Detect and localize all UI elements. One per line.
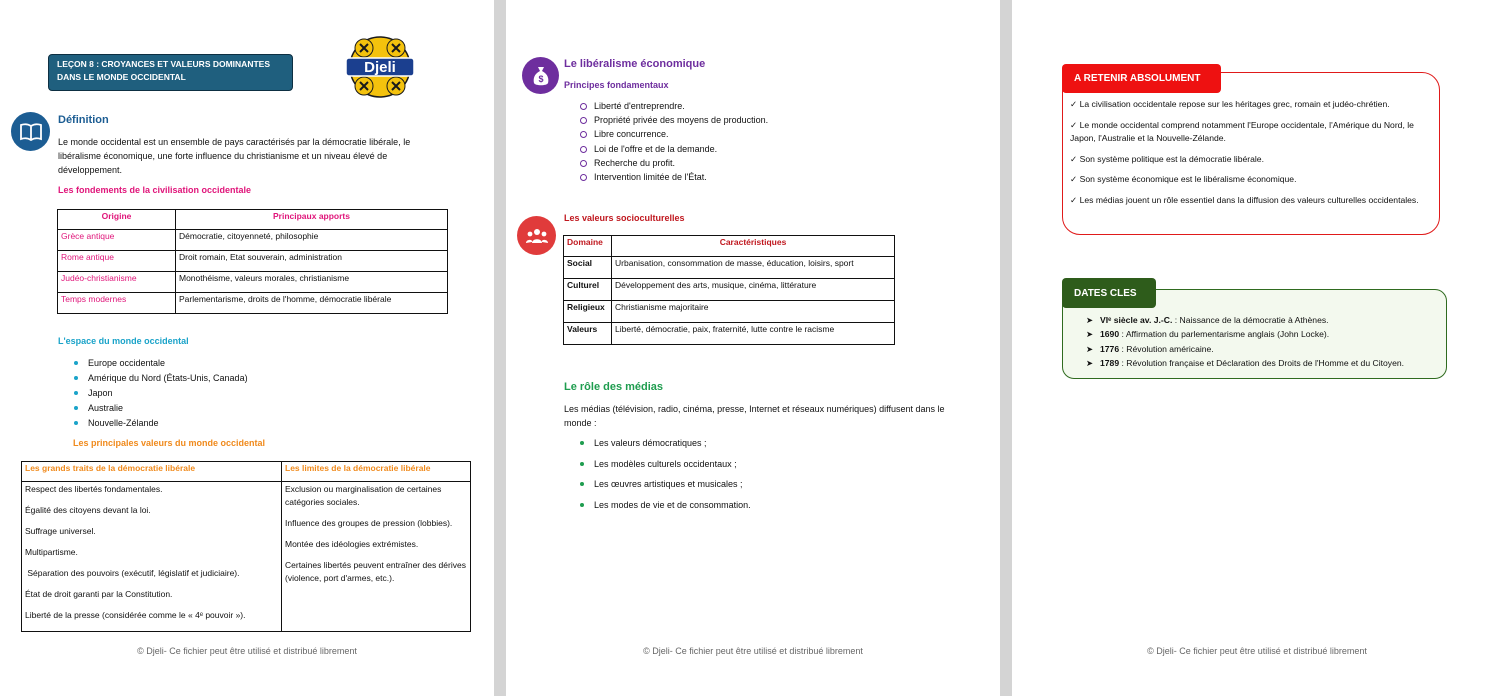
democratie-table: [21, 461, 471, 632]
retenir-title: A RETENIR ABSOLUMENT: [1062, 64, 1221, 93]
date-text: : Révolution américaine.: [1119, 343, 1214, 354]
table-cell: Judéo-christianisme: [58, 272, 176, 293]
table-row: [58, 251, 448, 272]
list-item: Libre concurrence.: [564, 127, 768, 141]
table-cell: Social: [564, 257, 612, 279]
date-item: [1086, 327, 1446, 341]
retenir-item: ✓ La civilisation occidentale repose sur les héritages grec, romain et judéo-chrétien.: [1070, 99, 1390, 109]
definition-heading: Définition: [58, 114, 109, 126]
table-cell: Parlementarisme, droits de l'homme, démocratie libérale: [176, 293, 448, 314]
table-header: Les limites de la démocratie libérale: [282, 462, 471, 482]
definition-text: Le monde occidental est un ensemble de pays caractérisés par la démocratie libérale, le libéralisme économique, une forte influence du christianisme et un niveau élevé de développement.: [58, 137, 411, 175]
limite-item: Certaines libertés peuvent entraîner des dérives (violence, port d'armes, etc.).: [285, 560, 466, 583]
retenir-list: [1070, 98, 1435, 214]
table-row: [58, 272, 448, 293]
table-row: [564, 323, 895, 345]
table-cell: Démocratie, citoyenneté, philosophie: [176, 230, 448, 251]
retenir-item: ✓ Le monde occidental comprend notamment l'Europe occidentale, l'Amérique du Nord, le Japon, l'Australie et la Nouvelle-Zélande.: [1070, 119, 1414, 143]
table-cell: Monothéisme, valeurs morales, christianisme: [176, 272, 448, 293]
people-icon: [517, 216, 556, 255]
table-cell: Christianisme majoritaire: [612, 301, 895, 323]
table-cell: Liberté, démocratie, paix, fraternité, lutte contre le racisme: [612, 323, 895, 345]
limite-item: Montée des idéologies extrémistes.: [285, 539, 419, 549]
limite-item: Exclusion ou marginalisation de certaines catégories sociales.: [285, 484, 442, 507]
retenir-item: ✓ Son système politique est la démocratie libérale.: [1070, 153, 1264, 164]
date-item: [1086, 342, 1446, 356]
page-1: [0, 0, 494, 696]
date-item: [1086, 356, 1446, 370]
list-item: Japon: [58, 386, 248, 401]
retenir-item: ✓ Son système économique est le libéralisme économique.: [1070, 174, 1297, 184]
table-cell: Valeurs: [564, 323, 612, 345]
money-bag-icon: [522, 57, 559, 94]
arrow-icon: ➤: [1086, 315, 1094, 325]
date-text: : Naissance de la démocratie à Athènes.: [1172, 315, 1329, 325]
trait-item: État de droit garanti par la Constitution.: [25, 589, 173, 599]
arrow-icon: ➤: [1086, 343, 1094, 354]
medias-text: Les médias (télévision, radio, cinéma, presse, Internet et réseaux numériques) diffusent dans le monde :: [564, 404, 945, 428]
list-item: Loi de l'offre et de la demande.: [564, 142, 768, 156]
svg-text:$: $: [537, 73, 544, 84]
lesson-title-line2: DANS LE MONDE OCCIDENTAL: [57, 72, 186, 82]
retenir-item: ✓ Les médias jouent un rôle essentiel dans la diffusion des valeurs culturelles occidentales.: [1070, 194, 1419, 205]
liberalisme-heading: Le libéralisme économique: [564, 58, 706, 70]
list-item: Intervention limitée de l'État.: [564, 170, 768, 184]
date-label: 1789: [1100, 357, 1120, 368]
list-item: Nouvelle-Zélande: [58, 416, 248, 431]
table-header: Caractéristiques: [612, 236, 895, 257]
date-label: VIᵉ siècle av. J.-C.: [1100, 315, 1173, 325]
page-footer: © Djeli- Ce fichier peut être utilisé et distribué librement: [137, 646, 357, 656]
date-text: : Affirmation du parlementarisme anglais (John Locke).: [1119, 329, 1330, 340]
table-header: Les grands traits de la démocratie libérale: [22, 462, 282, 482]
page-footer: © Djeli- Ce fichier peut être utilisé et distribué librement: [643, 646, 863, 656]
list-item: Les œuvres artistiques et musicales ;: [564, 477, 751, 492]
lesson-title-line1: LEÇON 8 : CROYANCES ET VALEURS DOMINANTES: [57, 59, 270, 69]
trait-item: Multipartisme.: [25, 547, 78, 557]
table-row: [564, 301, 895, 323]
list-item: Recherche du profit.: [564, 156, 768, 170]
lesson-title-box: [48, 54, 293, 91]
date-label: 1690: [1100, 329, 1120, 340]
table-cell: [22, 482, 282, 632]
djeli-logo: [340, 34, 420, 100]
arrow-icon: ➤: [1086, 329, 1094, 340]
medias-list: [564, 436, 751, 513]
list-item: Les modèles culturels occidentaux ;: [564, 457, 751, 472]
table-row: [564, 279, 895, 301]
dates-list: [1086, 313, 1446, 370]
book-icon: [11, 112, 50, 151]
page-footer: © Djeli- Ce fichier peut être utilisé et distribué librement: [1147, 646, 1367, 656]
espace-list: [58, 356, 248, 431]
fondements-table: [57, 209, 448, 314]
arrow-icon: ➤: [1086, 357, 1094, 368]
trait-item: Égalité des citoyens devant la loi.: [25, 505, 151, 515]
table-cell: Développement des arts, musique, cinéma, littérature: [612, 279, 895, 301]
dates-title: DATES CLES: [1062, 278, 1156, 308]
list-item: Australie: [58, 401, 248, 416]
trait-item: Suffrage universel.: [25, 526, 96, 536]
table-row: [58, 230, 448, 251]
list-item: Les modes de vie et de consommation.: [564, 498, 751, 513]
medias-heading: Le rôle des médias: [564, 381, 664, 393]
table-header: Principaux apports: [176, 210, 448, 230]
table-cell: [282, 482, 471, 632]
socioculturelles-table: [563, 235, 895, 345]
valeurs-heading: Les principales valeurs du monde occidental: [73, 438, 266, 448]
table-row: [22, 482, 471, 632]
table-header: Origine: [58, 210, 176, 230]
list-item: Les valeurs démocratiques ;: [564, 436, 751, 451]
date-item: [1086, 313, 1446, 327]
trait-item: Liberté de la presse (considérée comme le « 4ᵉ pouvoir »).: [25, 610, 246, 620]
list-item: Europe occidentale: [58, 356, 248, 371]
logo-text: Djeli: [364, 59, 396, 76]
date-text: : Révolution française et Déclaration des Droits de l'Homme et du Citoyen.: [1119, 357, 1405, 368]
table-cell: Religieux: [564, 301, 612, 323]
limite-item: Influence des groupes de pression (lobbies).: [285, 518, 453, 528]
table-cell: Droit romain, Etat souverain, administration: [176, 251, 448, 272]
table-row: [58, 293, 448, 314]
table-cell: Grèce antique: [58, 230, 176, 251]
list-item: Propriété privée des moyens de production.: [564, 113, 768, 127]
trait-item: Respect des libertés fondamentales.: [25, 484, 163, 494]
table-row: [564, 257, 895, 279]
fondements-heading: Les fondements de la civilisation occidentale: [58, 185, 252, 195]
table-cell: Culturel: [564, 279, 612, 301]
list-item: Liberté d'entreprendre.: [564, 99, 768, 113]
table-cell: Rome antique: [58, 251, 176, 272]
principes-list: [564, 99, 768, 184]
table-cell: Temps modernes: [58, 293, 176, 314]
espace-heading: L'espace du monde occidental: [58, 336, 189, 346]
list-item: Amérique du Nord (États-Unis, Canada): [58, 371, 248, 386]
trait-item: Séparation des pouvoirs (exécutif, législatif et judiciaire).: [25, 568, 240, 578]
date-label: 1776: [1100, 343, 1120, 354]
table-header: Domaine: [564, 236, 612, 257]
table-cell: Urbanisation, consommation de masse, éducation, loisirs, sport: [612, 257, 895, 279]
socioculturelles-heading: Les valeurs socioculturelles: [564, 213, 685, 223]
principes-heading: Principes fondamentaux: [564, 80, 669, 90]
